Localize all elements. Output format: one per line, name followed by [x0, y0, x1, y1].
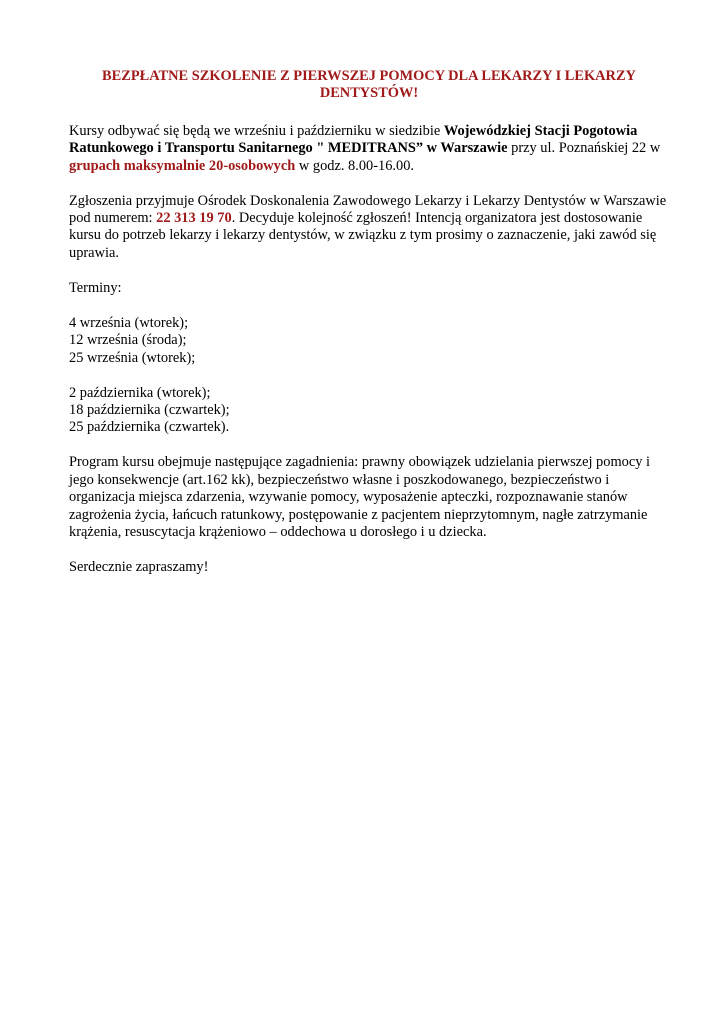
intro-text-2: przy ul. Poznańskiej 22 w: [507, 140, 661, 157]
intro-text-1: Kursy odbywać się będą we wrześniu i październiku w siedzibie: [69, 122, 444, 139]
phone-number: 22 313 19 70: [156, 210, 232, 227]
document-page: [69, 68, 669, 594]
date-item: 25 września (wtorek);: [69, 349, 196, 366]
september-dates-list: [69, 315, 669, 367]
organization-name: Wojewódzkiej Stacji Pogotowia Ratunkowego i Transportu Sanitarnego " MEDITRANS” w Warszawie: [69, 122, 638, 157]
date-item: 2 października (wtorek);: [69, 384, 211, 401]
intro-text-3: w godz. 8.00-16.00.: [295, 157, 414, 174]
intro-paragraph: [69, 123, 669, 175]
group-size-highlight: grupach maksymalnie 20-osobowych: [69, 157, 296, 174]
document-title: BEZPŁATNE SZKOLENIE Z PIERWSZEJ POMOCY DLA LEKARZY I LEKARZY DENTYSTÓW!: [102, 68, 636, 102]
registration-text-2: . Decyduje kolejność zgłoszeń! Intencją organizatora jest dostosowanie kursu do potrzeb lekarzy i lekarzy dentystów, w związku z tym prosimy o zaznaczenie, jaki zawód się uprawia.: [69, 210, 657, 261]
registration-text-1: Zgłoszenia przyjmuje Ośrodek Doskonalenia Zawodowego Lekarzy i Lekarzy Dentystów w Warszawie pod numerem:: [69, 192, 667, 227]
closing-line: Serdecznie zapraszamy!: [69, 559, 209, 576]
date-item: 4 września (wtorek);: [69, 314, 189, 331]
date-item: 12 września (środa);: [69, 332, 187, 349]
date-item: 18 października (czwartek);: [69, 402, 230, 419]
program-paragraph: Program kursu obejmuje następujące zagadnienia: prawny obowiązek udzielania pierwszej pomocy i jego konsekwencje (art.162 kk), bezpieczeństwo własne i poszkodowanego, bezpieczeństwo i organizacja miejsca zdarzenia, wzywanie pomocy, wyposażenie apteczki, rozpoznawanie stanów zagrożenia życia, łańcuch ratunkowy, postępowanie z pacjentem nieprzytomnym, nagłe zatrzymanie krążenia, resuscytacja krążeniowo – oddechowa u dorosłego i u dziecka.: [69, 454, 651, 541]
october-dates-list: [69, 385, 669, 437]
registration-paragraph: [69, 193, 669, 263]
terms-label: Terminy:: [69, 279, 122, 296]
date-item: 25 października (czwartek).: [69, 419, 230, 436]
